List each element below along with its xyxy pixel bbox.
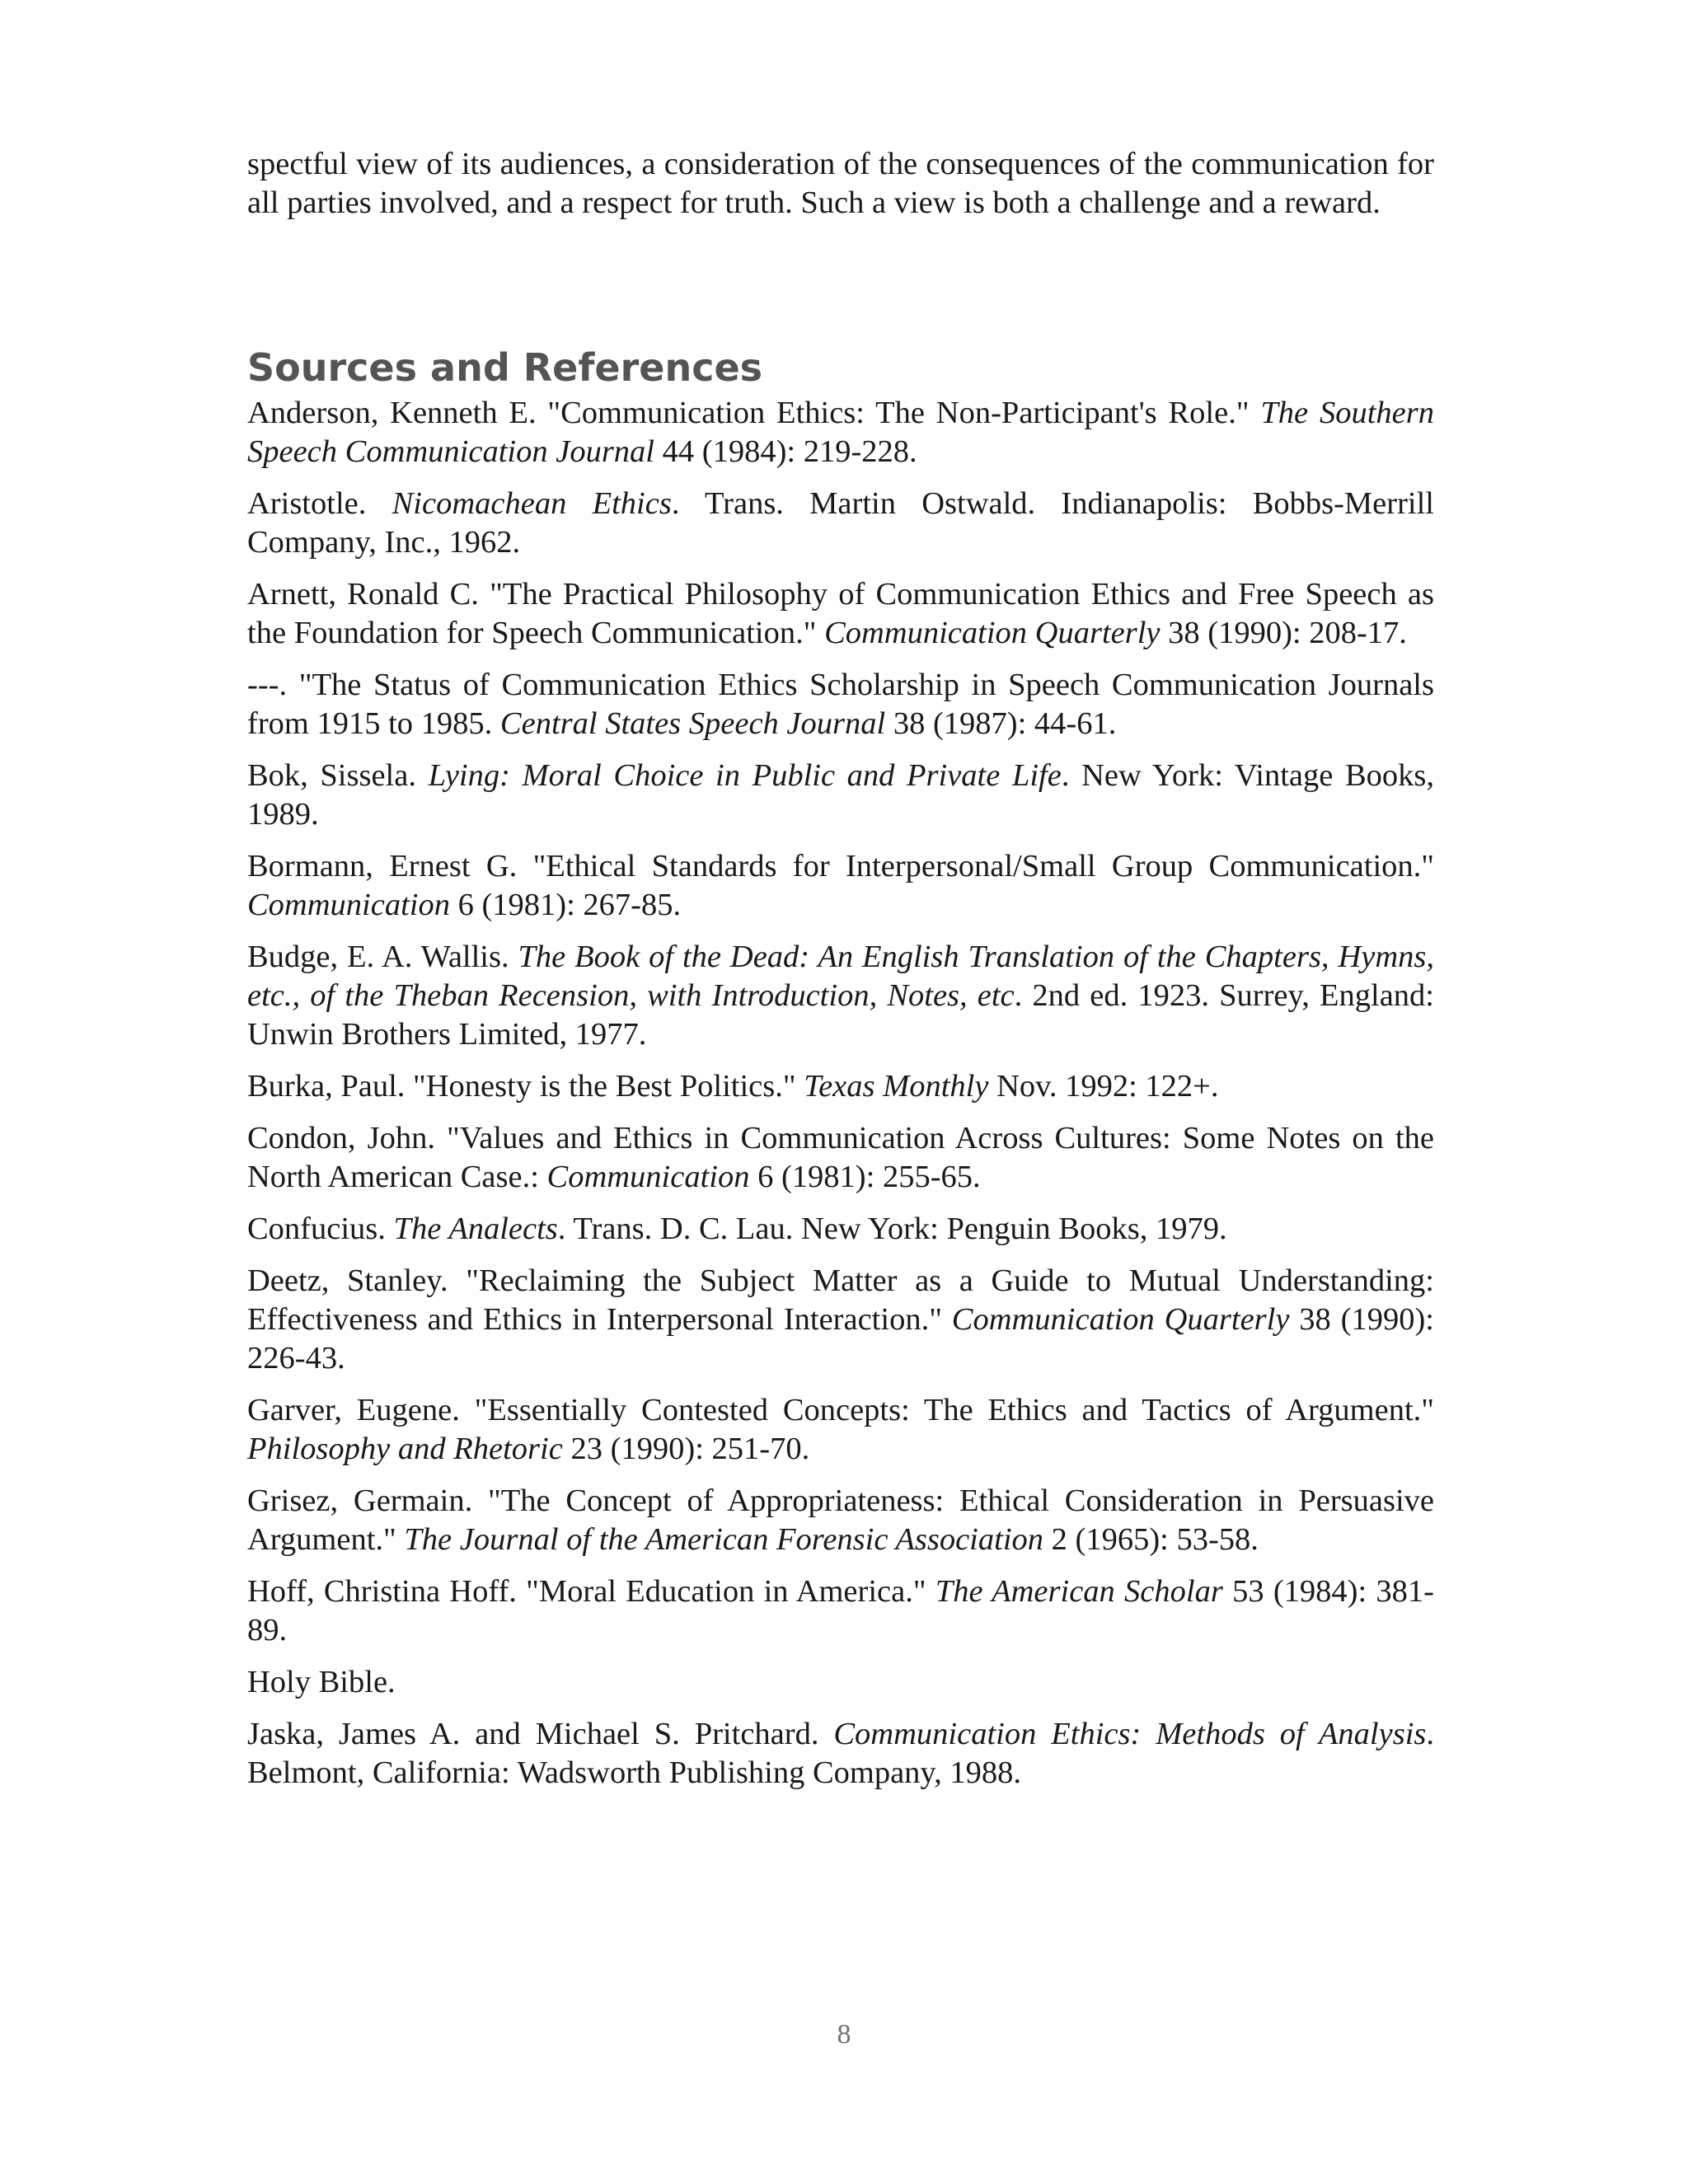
reference-details: . Trans. Martin Ostwald. Indianapolis: Bobbs-Merrill Company, Inc., 1962. (247, 486, 1434, 560)
reference-title: Communication (546, 1160, 750, 1194)
reference-entry (247, 394, 1434, 471)
reference-details: 38 (1990): 226-43. (247, 1302, 1434, 1376)
intro-paragraph: spectful view of its audiences, a consideration of the consequences of the communication for all parties involved, and a respect for truth. Such a view is both a challenge and a reward. (247, 147, 1434, 220)
reference-text: Deetz, Stanley. "Reclaiming the Subject Matter as a Guide to Mutual Understanding: Effectiveness and Ethics in Interpersonal Interaction." (247, 1263, 1434, 1337)
reference-entry (247, 666, 1434, 743)
reference-details: 2 (1965): 53-58. (1043, 1522, 1259, 1557)
reference-title: The Journal of the American Forensic Association (404, 1522, 1044, 1557)
reference-details: 38 (1987): 44-61. (885, 706, 1117, 741)
reference-entry (247, 1119, 1434, 1197)
reference-title: Communication Quarterly (951, 1302, 1290, 1337)
reference-title: Communication Ethics: Methods of Analysis (833, 1717, 1427, 1751)
reference-text: Holy Bible. (247, 1665, 396, 1699)
reference-title: Communication (247, 888, 450, 922)
reference-details: . 2nd ed. 1923. Surrey, England: Unwin Brothers Limited, 1977. (247, 978, 1434, 1052)
page-number: 8 (837, 2019, 851, 2050)
reference-details: Nov. 1992: 122+. (988, 1069, 1219, 1104)
reference-details: 23 (1990): 251-70. (562, 1432, 810, 1466)
reference-entry (247, 1391, 1434, 1469)
reference-entry (247, 1067, 1434, 1106)
reference-title: Central States Speech Journal (499, 706, 886, 741)
reference-details: 44 (1984): 219-228. (654, 434, 917, 469)
reference-text: Arnett, Ronald C. "The Practical Philosophy of Communication Ethics and Free Speech as the Foundation for Speech Communication." (247, 577, 1434, 650)
reference-title: Texas Monthly (804, 1069, 989, 1104)
reference-text: Grisez, Germain. "The Concept of Appropriateness: Ethical Consideration in Persuasive Argument." (247, 1483, 1434, 1557)
reference-title: Philosophy and Rhetoric (247, 1432, 563, 1466)
reference-text: Hoff, Christina Hoff. "Moral Education in America." (247, 1574, 935, 1609)
reference-title: Nicomachean Ethics (392, 486, 672, 521)
reference-entry (247, 1663, 1434, 1702)
reference-title: The Southern Speech Communication Journal (247, 396, 1434, 469)
reference-text: Confucius. (247, 1212, 394, 1246)
reference-text: Jaska, James A. and Michael S. Pritchard. (247, 1717, 834, 1751)
reference-entry (247, 757, 1434, 834)
reference-entry (247, 1262, 1434, 1378)
reference-entry (247, 938, 1434, 1054)
reference-text: Aristotle. (247, 486, 392, 521)
reference-text: Budge, E. A. Wallis. (247, 940, 518, 974)
reference-text: Anderson, Kenneth E. "Communication Ethics: The Non-Participant's Role." (247, 396, 1261, 430)
section-heading: Sources and References (247, 345, 763, 390)
reference-details: 38 (1990): 208-17. (1160, 616, 1407, 650)
reference-entry (247, 847, 1434, 925)
reference-entry (247, 1210, 1434, 1249)
reference-entry (247, 485, 1434, 562)
reference-text: Garver, Eugene. "Essentially Contested Concepts: The Ethics and Tactics of Argument." (247, 1393, 1434, 1427)
reference-entry (247, 1715, 1434, 1793)
reference-text: Condon, John. "Values and Ethics in Communication Across Cultures: Some Notes on the North American Case.: (247, 1121, 1434, 1194)
reference-list (247, 394, 1434, 1793)
reference-title: Lying: Moral Choice in Public and Private Life (428, 758, 1062, 793)
reference-title: Communication Quarterly (824, 616, 1160, 650)
reference-title: The American Scholar (935, 1574, 1223, 1609)
reference-title: The Analects (393, 1212, 558, 1246)
reference-details: 53 (1984): 381-89. (247, 1574, 1434, 1647)
reference-entry (247, 575, 1434, 653)
reference-details: . Belmont, California: Wadsworth Publishing Company, 1988. (247, 1717, 1435, 1790)
reference-text: ---. "The Status of Communication Ethics Scholarship in Speech Communication Journals from 1915 to 1985. (247, 668, 1434, 741)
reference-text: Bormann, Ernest G. "Ethical Standards for Interpersonal/Small Group Communication." (247, 849, 1434, 883)
page-content (247, 145, 1434, 1806)
reference-details: . Trans. D. C. Lau. New York: Penguin Books, 1979. (557, 1212, 1227, 1246)
reference-text: Burka, Paul. "Honesty is the Best Politics." (247, 1069, 804, 1104)
reference-text: Bok, Sissela. (247, 758, 429, 793)
reference-details: 6 (1981): 255-65. (749, 1160, 981, 1194)
reference-entry (247, 1482, 1434, 1559)
reference-details: . New York: Vintage Books, 1989. (247, 758, 1434, 832)
reference-title: The Book of the Dead: An English Translation of the Chapters, Hymns, etc., of the Theban Recension, with Introduction, Notes, etc (247, 940, 1434, 1013)
reference-entry (247, 1572, 1434, 1650)
reference-details: 6 (1981): 267-85. (449, 888, 682, 922)
